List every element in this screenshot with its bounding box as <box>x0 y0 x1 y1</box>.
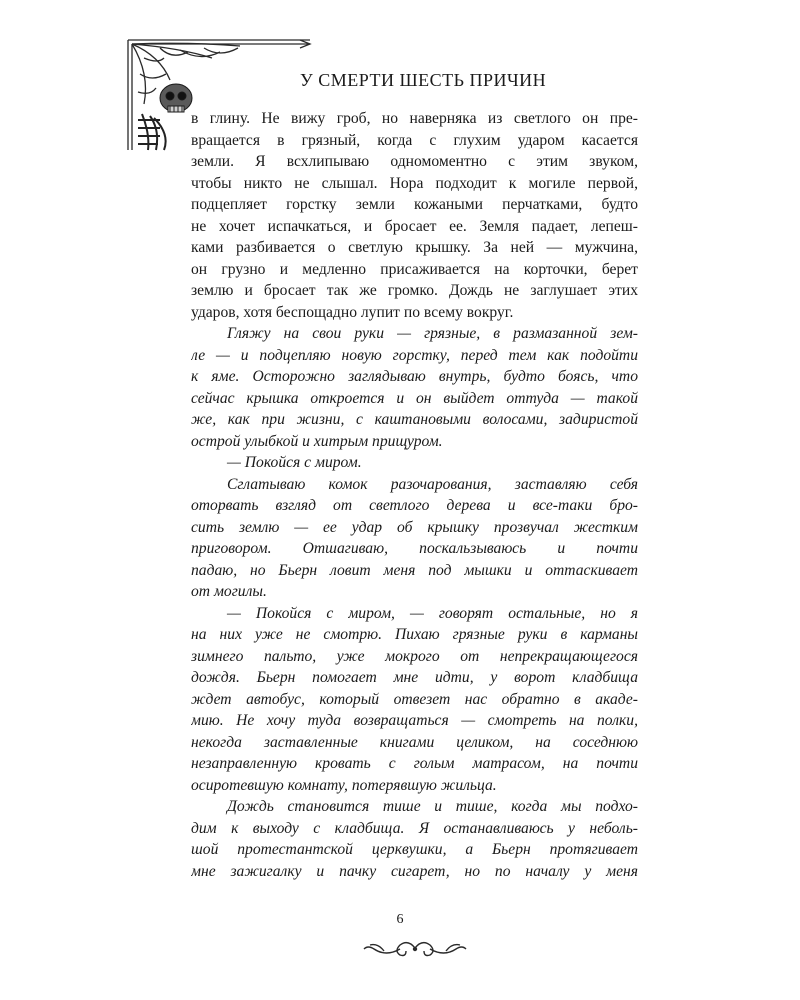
text-line: шой протестантской церквушки, а Бьерн протягивает <box>191 841 638 858</box>
text-line: некогда заставленные книгами целиком, на соседнюю <box>191 733 638 751</box>
running-title: У СМЕРТИ ШЕСТЬ ПРИЧИН <box>300 70 547 90</box>
text-line: Сглатываю комок разочарования, заставляю себя <box>227 475 638 493</box>
text-line: Гляжу на свои руки — грязные, в размазанной зем- <box>227 325 638 342</box>
text-line: не хочет испачкаться, и бросает ее. Земля падает, лепеш- <box>191 217 638 235</box>
text-line: вращается в грязный, когда с глухим ударом касается <box>191 131 638 149</box>
text-line: мию. Не хочу туда возвращаться — смотреть на полки, <box>191 712 638 729</box>
text-line: он грузно и медленно присаживается на корточки, берет <box>191 260 638 278</box>
text-line: же, как при жизни, с каштановыми волосами, задиристой <box>191 411 638 428</box>
text-line: сейчас крышка откроется и он выйдет оттуда — такой <box>191 389 638 407</box>
text-line: мне зажигалку и пачку сигарет, но по началу у меня <box>191 862 638 880</box>
page-number: 6 <box>396 912 404 927</box>
text-line: Дождь становится тише и тише, когда мы подхо- <box>227 798 638 815</box>
text-line: на них уже не смотрю. Пихаю грязные руки в карманы <box>191 626 638 643</box>
text-line: в глину. Не вижу гроб, но наверняка из светлого он пре- <box>191 110 638 127</box>
text-line: подцепляет горстку земли кожаными перчатками, будто <box>191 196 638 213</box>
text-line: — Покойся с миром. <box>227 454 362 471</box>
text-line: ле — и подцепляю новую горстку, перед тем как подойти <box>191 346 638 364</box>
text-line: оторвать взгляд от светлого дерева и все-таки бро- <box>191 497 638 514</box>
text-line: зимнего пальто, уже мокрого от непрекращающегося <box>191 647 638 665</box>
flourish-ornament-icon <box>360 933 470 963</box>
text-line: острой улыбкой и хитрым прищуром. <box>191 432 443 450</box>
text-line: ками разбивается о светлую крышку. За ней — мужчина, <box>191 239 638 256</box>
text-line: чтобы никто не слышал. Нора подходит к могиле первой, <box>191 174 638 192</box>
text-line: дим к выходу с кладбища. Я останавливаюсь у неболь- <box>191 819 638 837</box>
text-line: осиротевшую комнату, потерявшую жильца. <box>191 776 497 794</box>
text-line: землю и бросает так же громко. Дождь не заглушает этих <box>191 282 638 299</box>
text-line: незаправленную кровать с голым матрасом, на почти <box>191 755 638 772</box>
text-line: от могилы. <box>191 583 267 600</box>
text-line: — Покойся с миром, — говорят остальные, но я <box>227 604 638 622</box>
text-line: к яме. Осторожно заглядываю внутрь, будто боясь, что <box>191 368 638 385</box>
text-line: ждет автобус, который отвезет нас обратно в акаде- <box>191 690 638 708</box>
text-line: ударов, хотя беспощадно лупит по всему вокруг. <box>191 303 514 321</box>
text-line: приговором. Отшагиваю, поскальзываюсь и почти <box>191 540 638 557</box>
text-line: дождя. Бьерн помогает мне идти, у ворот кладбища <box>191 669 638 686</box>
body-text <box>191 108 638 882</box>
text-line: падаю, но Бьерн ловит меня под мышки и оттаскивает <box>191 561 638 579</box>
text-line: земли. Я всхлипываю одномоментно с этим звуком, <box>191 153 638 170</box>
text-line: сить землю — ее удар об крышку прозвучал жестким <box>191 518 638 536</box>
